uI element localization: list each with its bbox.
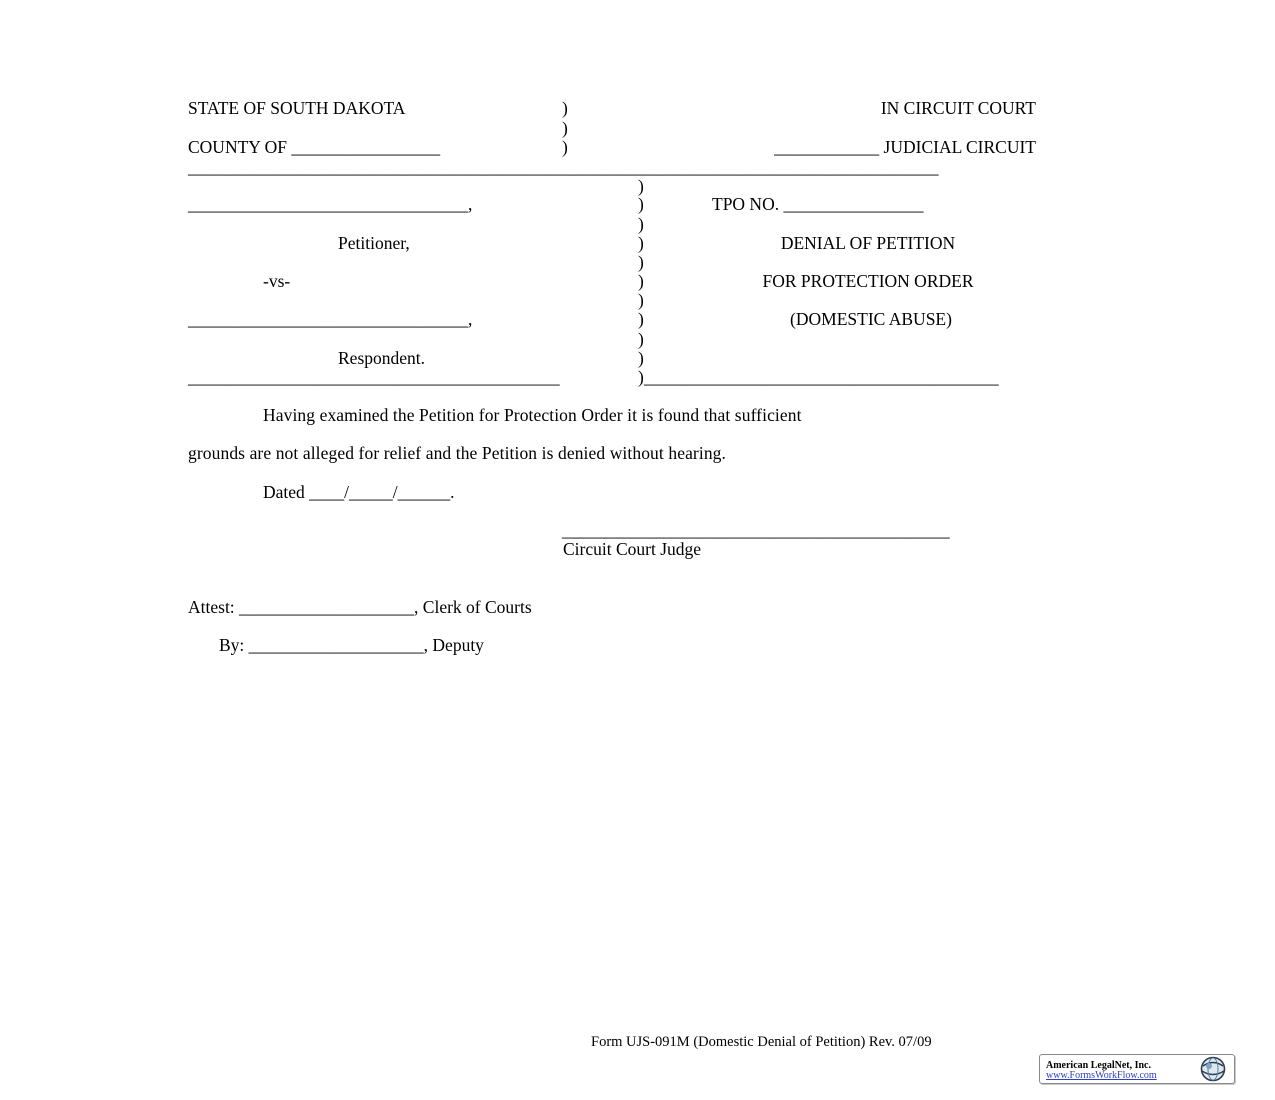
court-label: IN CIRCUIT COURT: [880, 98, 1036, 118]
finding-paragraph-line1: Having examined the Petition for Protection Order it is found that sufficient: [263, 405, 802, 425]
versus-label: -vs-: [263, 271, 291, 291]
caption-paren: ): [638, 348, 644, 368]
caption-paren: ): [638, 233, 644, 253]
finding-paragraph-line2: grounds are not alleged for relief and the Petition is denied without hearing.: [188, 443, 726, 463]
tpo-number-field: TPO NO. ________________: [712, 194, 924, 214]
caption-paren: ): [638, 290, 644, 310]
document-title-line3: (DOMESTIC ABUSE): [790, 309, 952, 329]
publisher-name: American LegalNet, Inc.: [1046, 1060, 1151, 1071]
publisher-logo[interactable]: [1039, 1054, 1235, 1084]
attest-field: Attest: ____________________, Clerk of Courts: [188, 597, 532, 617]
respondent-name-field: ________________________________,: [188, 309, 473, 329]
judge-signature-line: ____________________________________________: [562, 520, 950, 540]
globe-icon: [1195, 1056, 1231, 1082]
deputy-field: By: ____________________, Deputy: [219, 635, 484, 655]
dated-field: Dated ____/_____/______.: [263, 482, 455, 502]
document-title-line1: DENIAL OF PETITION: [780, 233, 956, 253]
document-title-line2: FOR PROTECTION ORDER: [762, 271, 974, 291]
caption-bottom-left-rule: __________________________________________: [188, 367, 560, 387]
judicial-circuit-field: ____________ JUDICIAL CIRCUIT: [774, 137, 1036, 157]
respondent-label: Respondent.: [338, 348, 426, 368]
petitioner-name-field: ________________________________,: [188, 194, 473, 214]
judge-signature-label: Circuit Court Judge: [563, 539, 702, 559]
caption-paren: ): [638, 329, 644, 349]
caption-paren: ): [638, 194, 644, 214]
caption-paren: ): [638, 176, 644, 196]
caption-paren: ): [638, 271, 644, 291]
petitioner-label: Petitioner,: [338, 233, 410, 253]
caption-paren: ): [562, 137, 568, 157]
caption-top-rule: _____________________________________________________________________________________: [188, 157, 939, 177]
publisher-url[interactable]: www.FormsWorkFlow.com: [1046, 1070, 1157, 1081]
caption-bottom-right-rule: )________________________________________: [638, 367, 999, 387]
caption-paren: ): [562, 118, 568, 138]
county-field: COUNTY OF _________________: [188, 137, 441, 157]
caption-paren: ): [638, 252, 644, 272]
form-identifier: Form UJS-091M (Domestic Denial of Petition) Rev. 07/09: [591, 1034, 932, 1050]
state-label: STATE OF SOUTH DAKOTA: [188, 98, 406, 118]
caption-paren: ): [638, 309, 644, 329]
caption-paren: ): [562, 98, 568, 118]
caption-paren: ): [638, 214, 644, 234]
